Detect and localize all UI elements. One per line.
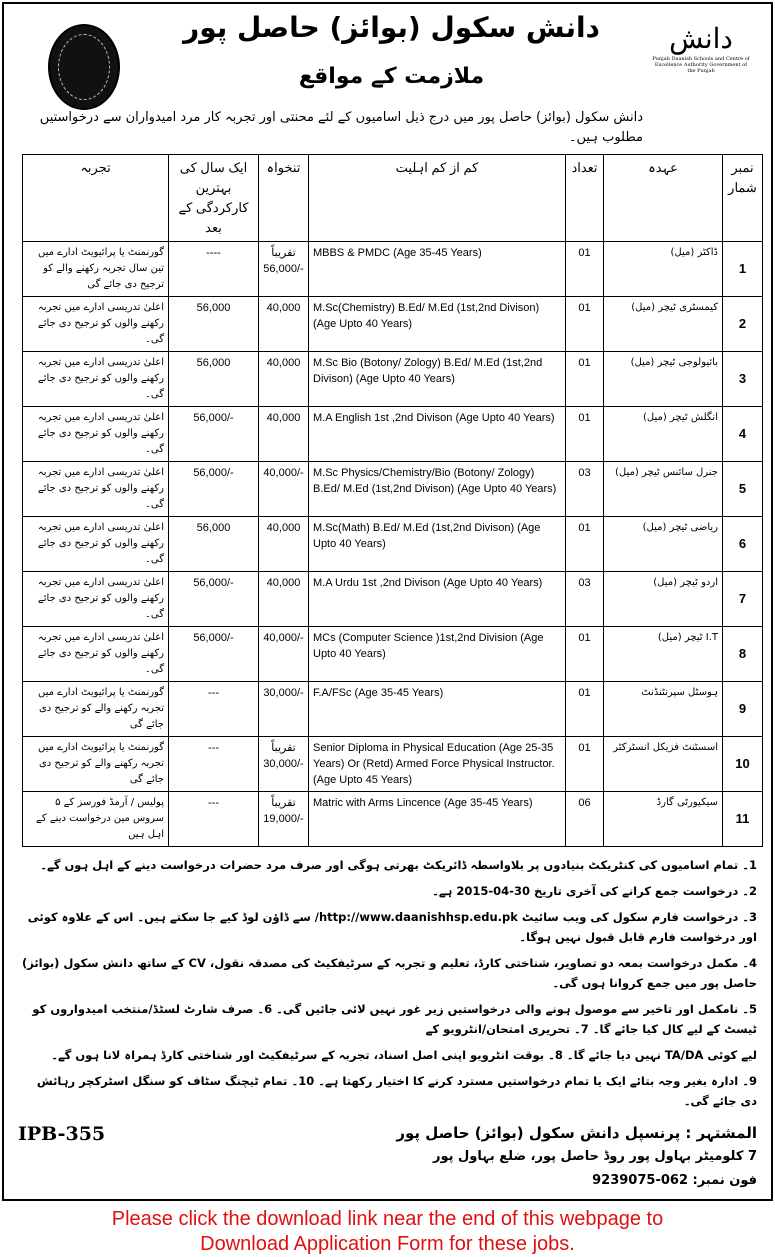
cell-experience: گورنمنٹ یا پرائیویٹ ادارے میں تین سال تجربہ رکھنے والے کو ترجیح دی جائے گی	[23, 242, 169, 297]
cell-experience: اعلیٰ تدریسی ادارے میں تجربہ رکھنے والوں کو ترجیح دی جائے گی۔	[23, 407, 169, 462]
note-item: 4۔ مکمل درخواست بمعہ دو تصاویر، شناختی کارڈ، تعلیم و تجربہ کے سرٹیفکیٹ کی مصدقہ نقول، CV کے ساتھ دانش سکول (بوائز) حاصل پور میں جمع کروانا ہوں گی۔	[21, 956, 757, 990]
ad-title: دانش سکول (بوائز) حاصل پور	[183, 11, 600, 44]
cell-sno: 8	[723, 627, 763, 682]
download-notice-line2: Download Application Form for these jobs.	[200, 1233, 575, 1255]
cell-post: سیکیورٹی گارڈ	[604, 792, 723, 847]
table-row	[23, 462, 763, 517]
cell-sno: 3	[723, 352, 763, 407]
school-seal-logo	[48, 24, 120, 110]
cell-sno: 4	[723, 407, 763, 462]
cell-sno: 2	[723, 297, 763, 352]
cell-post: انگلش ٹیچر (میل)	[604, 407, 723, 462]
cell-qualification: Matric with Arms Lincence (Age 35-45 Years)	[309, 792, 566, 847]
cell-count: 01	[566, 352, 604, 407]
table-header	[23, 155, 763, 242]
phone-number: فون نمبر: 062-9239075	[592, 1173, 757, 1188]
cell-count: 01	[566, 517, 604, 572]
logo-text: دانش	[669, 22, 733, 55]
header-bonus: ایک سال کی بہترین کارکردگی کے بعد	[169, 155, 259, 242]
ad-bottom	[4, 1117, 771, 1193]
cell-qualification: Senior Diploma in Physical Education (Age 25-35 Years) Or (Retd) Armed Force Physical Instructor. (Age Upto 45 Years)	[309, 737, 566, 792]
address: 7 کلومیٹر بہاول پور روڈ حاصل پور، ضلع بہاول پور	[432, 1149, 757, 1164]
note-item: 2۔ درخواست جمع کرانے کی آخری تاریخ 30-04-2015 ہے۔	[432, 884, 757, 898]
cell-salary: 40,000	[259, 572, 309, 627]
cell-qualification: F.A/FSc (Age 35-45 Years)	[309, 682, 566, 737]
cell-count: 01	[566, 297, 604, 352]
cell-salary: 40,000/-	[259, 462, 309, 517]
cell-post: کیمسٹری ٹیچر (میل)	[604, 297, 723, 352]
cell-experience: اعلیٰ تدریسی ادارے میں تجربہ رکھنے والوں کو ترجیح دی جائے گی۔	[23, 352, 169, 407]
cell-count: 01	[566, 627, 604, 682]
cell-qualification: MCs (Computer Science )1st,2nd Division (Age Upto 40 Years)	[309, 627, 566, 682]
cell-post: ریاضی ٹیچر (میل)	[604, 517, 723, 572]
cell-salary: تقریباً 56,000/-	[259, 242, 309, 297]
cell-salary: 40,000	[259, 297, 309, 352]
table-row	[23, 737, 763, 792]
table-row	[23, 792, 763, 847]
cell-sno: 6	[723, 517, 763, 572]
cell-bonus: 56,000/-	[169, 462, 259, 517]
intro-text: دانش سکول (بوائز) حاصل پور میں درج ذیل اسامیوں کے لئے محنتی اور تجربہ کار مرد امیدواران سے درخواستیں مطلوب ہیں۔	[39, 110, 643, 145]
cell-post: I.T ٹیچر (میل)	[604, 627, 723, 682]
cell-salary: 40,000	[259, 407, 309, 462]
cell-bonus: 56,000/-	[169, 627, 259, 682]
cell-bonus: 56,000	[169, 297, 259, 352]
cell-count: 01	[566, 407, 604, 462]
cell-sno: 7	[723, 572, 763, 627]
cell-bonus: 56,000	[169, 352, 259, 407]
cell-salary: تقریباً 19,000/-	[259, 792, 309, 847]
cell-qualification: M.Sc Physics/Chemistry/Bio (Botony/ Zology) B.Ed/ M.Ed (1st,2nd Divison) (Age Upto 40 Years)	[309, 462, 566, 517]
cell-count: 01	[566, 737, 604, 792]
header-salary: تنخواہ	[259, 155, 309, 242]
cell-post: بائیولوجی ٹیچر (میل)	[604, 352, 723, 407]
cell-qualification: M.A English 1st ,2nd Divison (Age Upto 40 Years)	[309, 407, 566, 462]
download-notice	[0, 1203, 775, 1257]
cell-qualification: M.Sc(Math) B.Ed/ M.Ed (1st,2nd Divison) (Age Upto 40 Years)	[309, 517, 566, 572]
job-advertisement	[2, 2, 773, 1201]
header-experience: تجربہ	[23, 155, 169, 242]
download-notice-line1: Please click the download link near the end of this webpage to	[111, 1208, 664, 1230]
cell-post: ہوسٹل سپرنٹنڈنٹ	[604, 682, 723, 737]
cell-qualification: M.Sc Bio (Botony/ Zology) B.Ed/ M.Ed (1st,2nd Divison) (Age Upto 40 Years)	[309, 352, 566, 407]
ad-header	[4, 4, 771, 104]
table-row	[23, 517, 763, 572]
header-count: تعداد	[566, 155, 604, 242]
note-item: 1۔ تمام اسامیوں کی کنٹریکٹ بنیادوں پر بلاواسطہ ڈائریکٹ بھرتی ہوگی اور صرف مرد حضرات درخواست دینے کے اہل ہوں گے۔	[40, 858, 757, 872]
cell-experience: اعلیٰ تدریسی ادارے میں تجربہ رکھنے والوں کو ترجیح دی جائے گی۔	[23, 572, 169, 627]
cell-experience: گورنمنٹ یا پرائیویٹ ادارے میں تجربہ رکھنے والے کو ترجیح دی جائے گی	[23, 682, 169, 737]
cell-post: جنرل سائنس ٹیچر (میل)	[604, 462, 723, 517]
note-item: 3۔ درخواست فارم سکول کی ویب سائیٹ http://www.daanishhsp.edu.pk/ سے ڈاؤن لوڈ کیے جا سکتے ہیں۔ اس کے علاوہ کوئی اور درخواست فارم قابل قبول نہیں ہوگا۔	[27, 910, 757, 944]
cell-experience: اعلیٰ تدریسی ادارے میں تجربہ رکھنے والوں کو ترجیح دی جائے گی۔	[23, 627, 169, 682]
cell-sno: 10	[723, 737, 763, 792]
cell-bonus: 56,000/-	[169, 572, 259, 627]
header-post: عہدہ	[604, 155, 723, 242]
cell-qualification: MBBS & PMDC (Age 35-45 Years)	[309, 242, 566, 297]
ipb-number: IPB-355	[18, 1123, 106, 1145]
cell-bonus: ---	[169, 682, 259, 737]
cell-bonus: 56,000/-	[169, 407, 259, 462]
header-sno: نمبر شمار	[723, 155, 763, 242]
cell-bonus: ---	[169, 792, 259, 847]
cell-salary: 40,000	[259, 517, 309, 572]
cell-post: اردو ٹیچر (میل)	[604, 572, 723, 627]
note-item: لیے کوئی TA/DA نہیں دیا جائے گا۔ 8۔ بوقت انٹرویو اپنی اصل اسناد، تجربہ کے سرٹیفکیٹ اور شناختی کارڈ ہمراہ لانا ہوں گے۔	[51, 1048, 757, 1062]
cell-count: 03	[566, 572, 604, 627]
cell-salary: 30,000/-	[259, 682, 309, 737]
table-row	[23, 407, 763, 462]
cell-sno: 1	[723, 242, 763, 297]
notes-list	[4, 847, 771, 1111]
header-qualification: کم از کم اہلیت	[309, 155, 566, 242]
table-row	[23, 352, 763, 407]
cell-salary: تقریباً 30,000/-	[259, 737, 309, 792]
cell-count: 01	[566, 242, 604, 297]
cell-post: ڈاکٹر (میل)	[604, 242, 723, 297]
note-item: 9۔ ادارہ بغیر وجہ بتائے ایک یا تمام درخواستیں مسترد کرنے کا اختیار رکھتا ہے۔ 10۔ تمام ٹیچنگ سٹاف کو سنگل اسٹرکچر رہائش دی جائے گی۔	[36, 1074, 757, 1108]
cell-count: 01	[566, 682, 604, 737]
table-row	[23, 627, 763, 682]
cell-qualification: M.A Urdu 1st ,2nd Divison (Age Upto 40 Years)	[309, 572, 566, 627]
cell-count: 06	[566, 792, 604, 847]
logo-caption: Punjab Daanish Schools and Centre of Excellence Authority Government of the Punjab	[652, 56, 750, 74]
daanish-logo	[651, 22, 751, 74]
cell-sno: 5	[723, 462, 763, 517]
cell-bonus: ---	[169, 737, 259, 792]
cell-experience: اعلیٰ تدریسی ادارے میں تجربہ رکھنے والوں کو ترجیح دی جائے گی۔	[23, 297, 169, 352]
table-row	[23, 242, 763, 297]
cell-bonus: ----	[169, 242, 259, 297]
table-row	[23, 572, 763, 627]
cell-experience: اعلیٰ تدریسی ادارے میں تجربہ رکھنے والوں کو ترجیح دی جائے گی۔	[23, 462, 169, 517]
cell-salary: 40,000/-	[259, 627, 309, 682]
ad-subtitle: ملازمت کے مواقع	[298, 64, 485, 89]
jobs-table	[22, 154, 763, 847]
table-row	[23, 682, 763, 737]
advertiser: المشتہر : پرنسپل دانش سکول (بوائز) حاصل پور	[396, 1124, 757, 1142]
cell-salary: 40,000	[259, 352, 309, 407]
cell-qualification: M.Sc(Chemistry) B.Ed/ M.Ed (1st,2nd Divison) (Age Upto 40 Years)	[309, 297, 566, 352]
cell-post: اسسٹنٹ فزیکل انسٹرکٹر	[604, 737, 723, 792]
advertiser-footer	[396, 1121, 757, 1193]
table-row	[23, 297, 763, 352]
cell-sno: 11	[723, 792, 763, 847]
cell-sno: 9	[723, 682, 763, 737]
cell-bonus: 56,000	[169, 517, 259, 572]
cell-experience: پولیس / آرمڈ فورسز کے ۵ سروس مین درخواست دینے کے اہل ہیں	[23, 792, 169, 847]
cell-count: 03	[566, 462, 604, 517]
cell-experience: اعلیٰ تدریسی ادارے میں تجربہ رکھنے والوں کو ترجیح دی جائے گی۔	[23, 517, 169, 572]
cell-experience: گورنمنٹ یا پرائیویٹ ادارے میں تجربہ رکھنے والے کو ترجیح دی جائے گی	[23, 737, 169, 792]
note-item: 5۔ نامکمل اور تاخیر سے موصول ہونے والی درخواستیں زیر غور نہیں لائی جائیں گی۔ 6۔ صرف شارٹ لسٹڈ/منتخب امیدواروں کو ٹیسٹ کے لیے کال کیا جائے گا۔ 7۔ تحریری امتحان/انٹرویو کے	[32, 1002, 757, 1036]
